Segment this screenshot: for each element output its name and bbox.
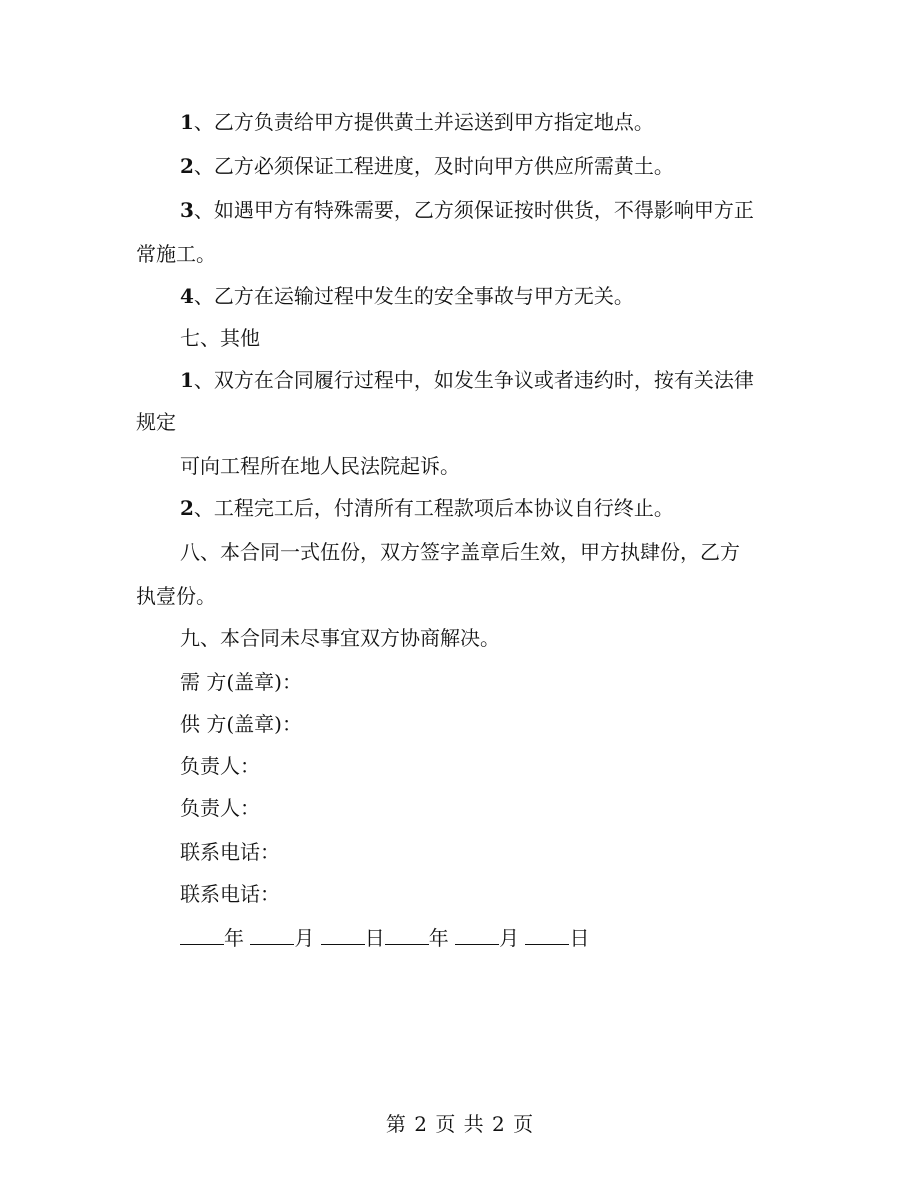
signature-label: 负责人： <box>180 754 260 778</box>
day-label: 日 <box>364 926 385 950</box>
signature-supply-party <box>180 712 302 736</box>
clause-line <box>180 110 654 134</box>
clause-text: 规定 <box>136 410 176 434</box>
section-heading-text: 七、其他 <box>180 326 260 350</box>
section-line <box>180 540 740 564</box>
date-line <box>180 926 589 950</box>
year-blank <box>385 926 429 945</box>
clause-continuation <box>180 454 460 478</box>
clause-number: 4 <box>180 284 194 308</box>
signature-demand-party <box>180 670 302 694</box>
section-text: 执壹份。 <box>136 584 216 608</box>
clause-text: 可向工程所在地人民法院起诉。 <box>180 454 460 478</box>
clause-text: 、双方在合同履行过程中，如发生争议或者违约时，按有关法律 <box>193 368 754 392</box>
clause-text: 、乙方必须保证工程进度，及时向甲方供应所需黄土。 <box>193 154 674 178</box>
year-label: 年 <box>428 926 449 950</box>
month-label: 月 <box>499 926 520 950</box>
clause-line <box>180 154 674 178</box>
section-text: 八、本合同一式伍份，双方签字盖章后生效，甲方执肆份，乙方 <box>180 540 740 564</box>
signature-phone <box>180 882 280 906</box>
year-label: 年 <box>224 926 244 950</box>
section-text: 九、本合同未尽事宜双方协商解决。 <box>180 626 500 650</box>
signature-label: 需 方(盖章)： <box>180 670 302 694</box>
section-continuation <box>136 584 216 608</box>
day-blank <box>525 926 569 945</box>
page-footer: 第 2 页 共 2 页 <box>385 1112 535 1136</box>
clause-number: 1 <box>180 368 194 392</box>
clause-line <box>180 368 754 392</box>
clause-continuation <box>136 410 176 434</box>
section-line <box>180 626 500 650</box>
clause-text: 、工程完工后，付清所有工程款项后本协议自行终止。 <box>193 496 674 520</box>
clause-line <box>180 496 674 520</box>
clause-number: 3 <box>180 198 194 222</box>
clause-number: 1 <box>180 110 194 134</box>
clause-text: 、乙方在运输过程中发生的安全事故与甲方无关。 <box>193 284 634 308</box>
month-blank <box>250 926 294 945</box>
signature-person-in-charge <box>180 754 260 778</box>
clause-text: 、如遇甲方有特殊需要，乙方须保证按时供货，不得影响甲方正 <box>193 198 754 222</box>
clause-text: 常施工。 <box>136 242 216 266</box>
signature-label: 联系电话： <box>180 882 280 906</box>
signature-person-in-charge <box>180 796 260 820</box>
signature-label: 供 方(盖章)： <box>180 712 302 736</box>
month-label: 月 <box>294 926 315 950</box>
signature-label: 联系电话： <box>180 840 280 864</box>
year-blank <box>180 926 224 945</box>
clause-continuation <box>136 242 216 266</box>
signature-label: 负责人： <box>180 796 260 820</box>
month-blank <box>455 926 499 945</box>
clause-line <box>180 284 634 308</box>
clause-number: 2 <box>180 496 194 520</box>
clause-text: 、乙方负责给甲方提供黄土并运送到甲方指定地点。 <box>193 110 654 134</box>
clause-number: 2 <box>180 154 194 178</box>
day-blank <box>321 926 365 945</box>
clause-line <box>180 198 754 222</box>
signature-phone <box>180 840 280 864</box>
day-label: 日 <box>569 926 590 950</box>
section-heading <box>180 326 260 350</box>
